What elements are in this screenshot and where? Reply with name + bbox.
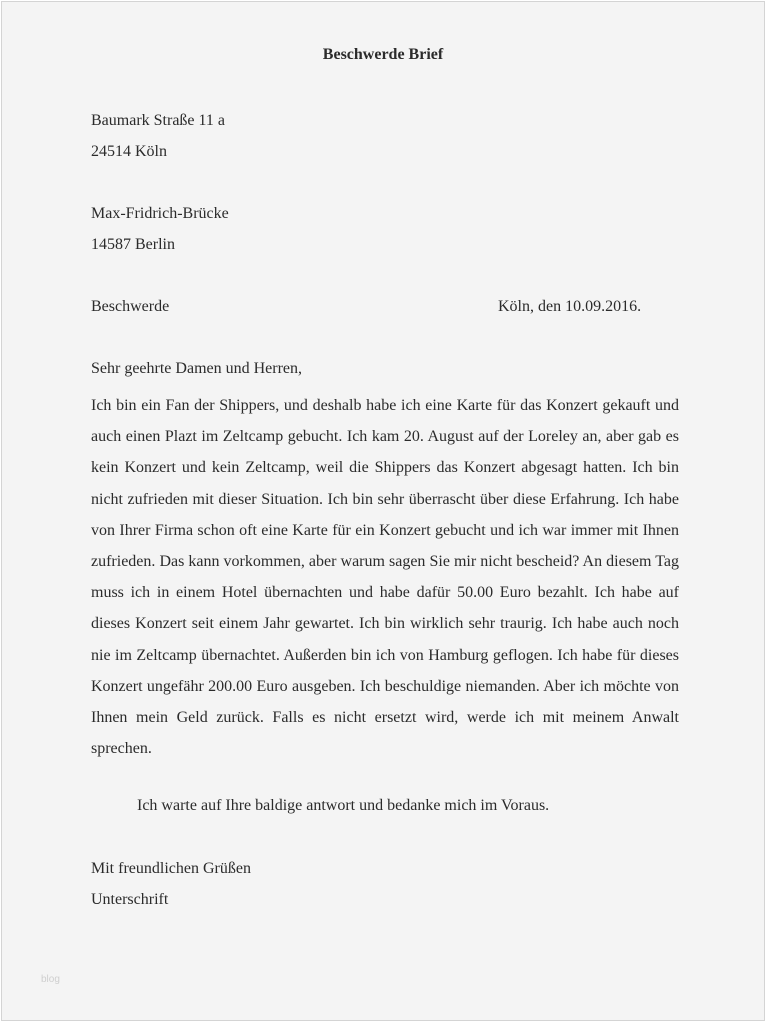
watermark: blog — [41, 974, 60, 985]
place-date: Köln, den 10.09.2016. — [498, 298, 642, 315]
subject-line: Beschwerde — [91, 298, 170, 315]
closing-paragraph: Ich warte auf Ihre baldige antwort und bedanke mich im Voraus. — [137, 797, 550, 814]
sender-city: 24514 Köln — [91, 143, 167, 160]
salutation: Sehr geehrte Damen und Herren, — [91, 360, 303, 377]
sender-street: Baumark Straße 11 a — [91, 112, 226, 129]
document-page — [1, 1, 765, 1021]
document-title: Beschwerde Brief — [322, 46, 444, 63]
recipient-street: Max-Fridrich-Brücke — [91, 205, 229, 222]
recipient-city: 14587 Berlin — [91, 236, 175, 253]
signature: Unterschrift — [91, 891, 169, 908]
letter-body: Ich bin ein Fan der Shippers, und deshalb habe ich eine Karte für das Konzert gekauft und auch einen Plazt im Zeltcamp gebucht. Ich kam 20. August auf der Loreley an, aber gab es kein Konzert und kein Zeltcamp, weil die Shippers das Konzert abgesagt hatten. Ich bin nicht zufrieden mit dieser Situation. Ich bin sehr überrascht über diese Erfahrung. Ich habe von Ihrer Firma schon oft eine Karte für ein Konzert gebucht und ich war immer mit Ihnen zufrieden. Das kann vorkommen, aber warum sagen Sie mir nicht bescheid? An diesem Tag muss ich in einem Hotel übernachten und habe dafür 50.00 Euro bezahlt. Ich habe auf dieses Konzert seit einem Jahr gewartet. Ich bin wirklich sehr traurig. Ich habe auch noch nie im Zeltcamp übernachtet. Außerden bin ich von Hamburg geflogen. Ich habe für dieses Konzert ungefähr 200.00 Euro ausgeben. Ich beschuldige niemanden. Aber ich möchte von Ihnen mein Geld zurück. Falls es nicht ersetzt wird, werde ich mit meinem Anwalt sprechen. — [91, 397, 679, 758]
greeting: Mit freundlichen Grüßen — [91, 860, 251, 877]
